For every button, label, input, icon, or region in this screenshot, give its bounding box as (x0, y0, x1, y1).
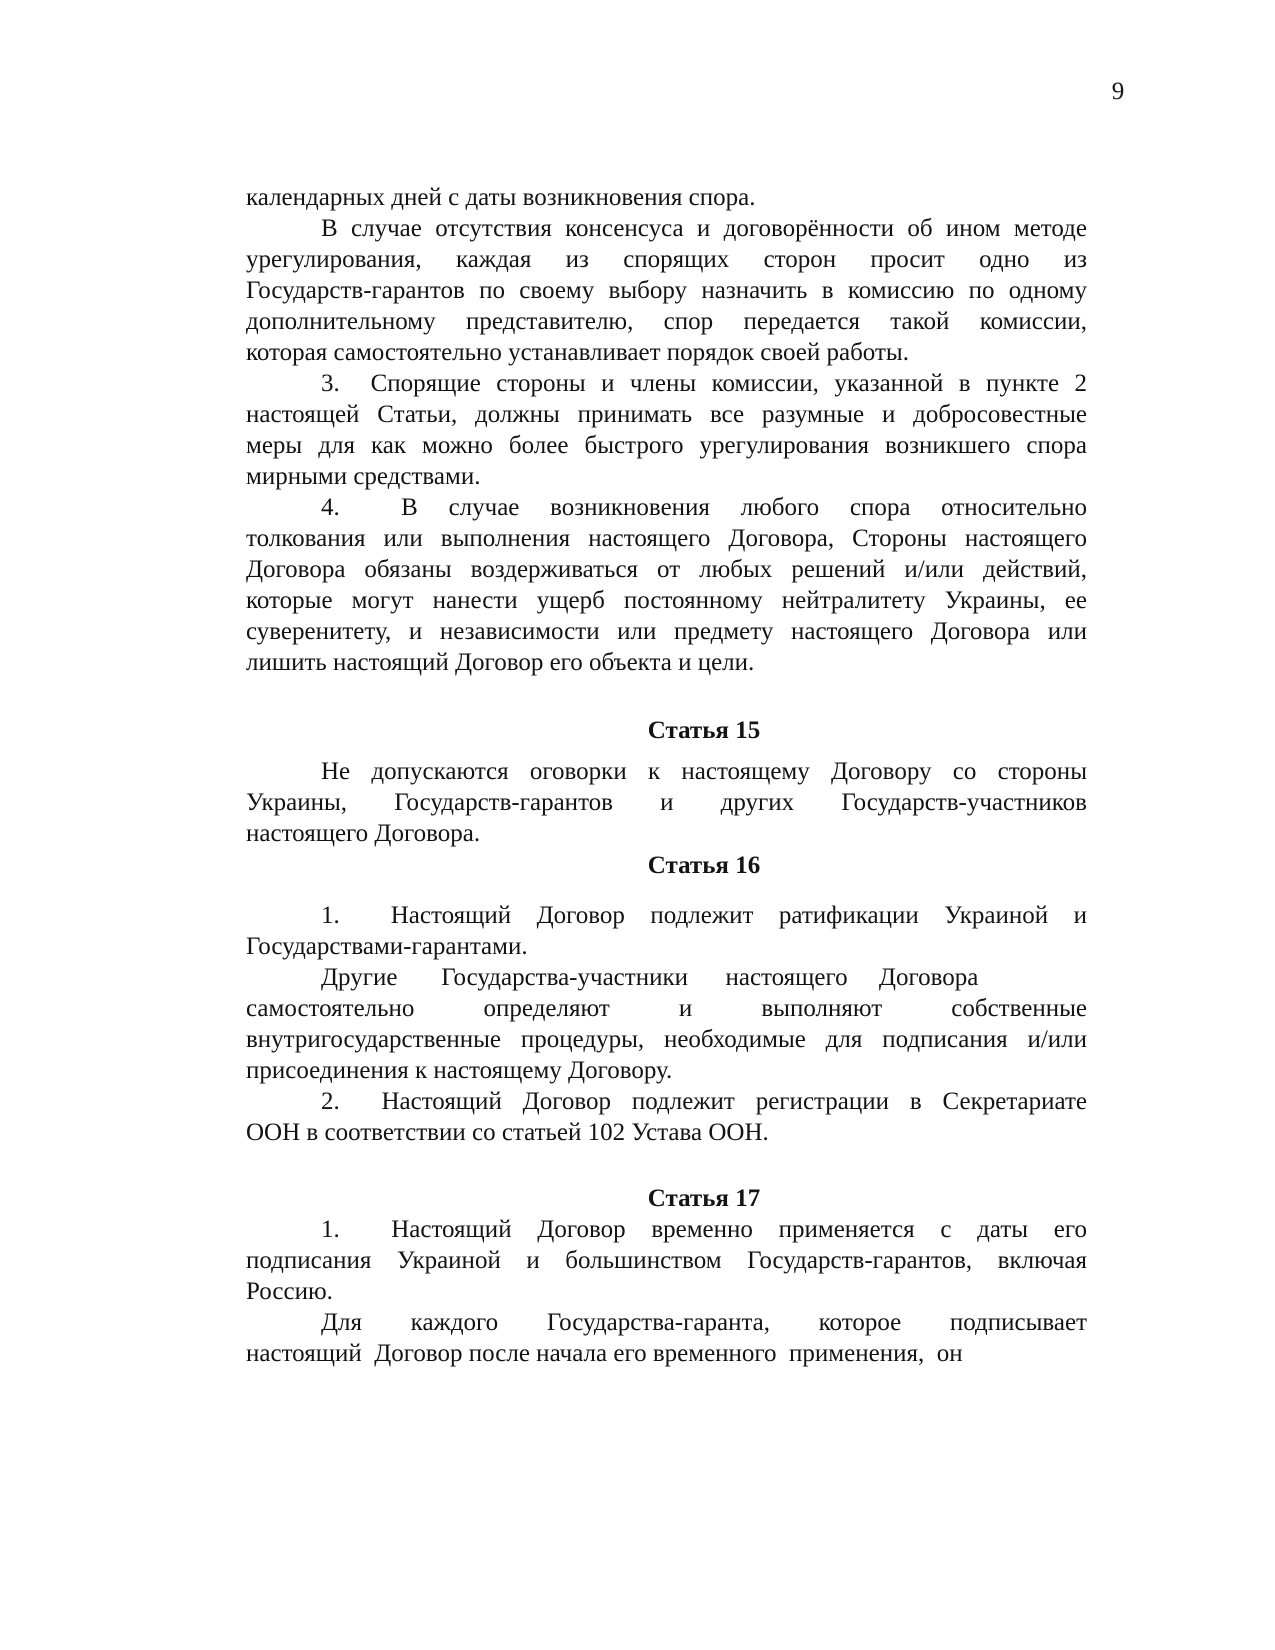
heading-article-16: Статья 16 (647, 852, 761, 879)
heading-article-17: Статья 17 (647, 1185, 761, 1212)
document-body (246, 182, 1087, 1369)
paragraph (246, 756, 1087, 849)
text-line: Украины, Государств-гарантов и других Государств-участников (246, 789, 1087, 816)
text-line: меры для как можно более быстрого урегулирования возникшего спора (246, 432, 1087, 459)
text-line: самостоятельно определяют и выполняют собственные (246, 995, 1087, 1022)
text-line: которые могут нанести ущерб постоянному нейтралитету Украины, ее (246, 587, 1087, 614)
text-line: 1. Настоящий Договор временно применяется с даты его (321, 1216, 1087, 1243)
text-line: лишить настоящий Договор его объекта и цели. (246, 649, 755, 676)
text-line: Другие Государства-участники настоящего Договора (321, 964, 979, 991)
text-line: Россию. (246, 1278, 333, 1305)
text-line: внутригосударственные процедуры, необходимые для подписания и/или (246, 1026, 1087, 1053)
paragraph (246, 1307, 1087, 1369)
text-line: толкования или выполнения настоящего Договора, Стороны настоящего (246, 525, 1087, 552)
text-line: Не допускаются оговорки к настоящему Договору со стороны (321, 758, 1087, 785)
text-line: Государств-гарантов по своему выбору назначить в комиссию по одному (246, 277, 1087, 304)
text-line: Договора обязаны воздерживаться от любых решений и/или действий, (246, 556, 1087, 583)
paragraph (246, 1214, 1087, 1307)
paragraph (246, 213, 1087, 368)
text-line: подписания Украиной и большинством Государств-гарантов, включая (246, 1247, 1087, 1274)
paragraph (246, 182, 1087, 213)
text-line: которая самостоятельно устанавливает порядок своей работы. (246, 339, 909, 366)
text-line: 1. Настоящий Договор подлежит ратификации Украиной и (321, 902, 1087, 929)
text-line: 3. Спорящие стороны и члены комиссии, указанной в пункте 2 (321, 370, 1087, 397)
text-line: настоящей Статьи, должны принимать все разумные и добросовестные (246, 401, 1087, 428)
text-line: настоящего Договора. (246, 820, 481, 847)
paragraph (246, 962, 1087, 1086)
page-number: 9 (1111, 78, 1125, 105)
text-line: В случае отсутствия консенсуса и договорённости об ином методе (321, 215, 1087, 242)
heading-article-15: Статья 15 (647, 717, 761, 744)
paragraph (246, 368, 1087, 492)
text-line: мирными средствами. (246, 463, 481, 490)
text-line: 4. В случае возникновения любого спора относительно (321, 494, 1087, 521)
paragraph (246, 1086, 1087, 1148)
text-line: Государствами-гарантами. (246, 933, 528, 960)
paragraph (246, 900, 1087, 962)
text-line: Для каждого Государства-гаранта, которое подписывает (321, 1309, 1087, 1336)
paragraph (246, 492, 1087, 678)
text-line: настоящий Договор после начала его временного применения, он (246, 1340, 963, 1367)
text-line: 2. Настоящий Договор подлежит регистрации в Секретариате (321, 1088, 1087, 1115)
text-line: дополнительному представителю, спор передается такой комиссии, (246, 308, 1087, 335)
text-line: присоединения к настоящему Договору. (246, 1057, 673, 1084)
text-line: календарных дней с даты возникновения спора. (246, 184, 756, 211)
text-line: ООН в соответствии со статьей 102 Устава ООН. (246, 1119, 769, 1146)
text-line: урегулирования, каждая из спорящих сторон просит одно из (246, 246, 1087, 273)
text-line: суверенитету, и независимости или предмету настоящего Договора или (246, 618, 1087, 645)
